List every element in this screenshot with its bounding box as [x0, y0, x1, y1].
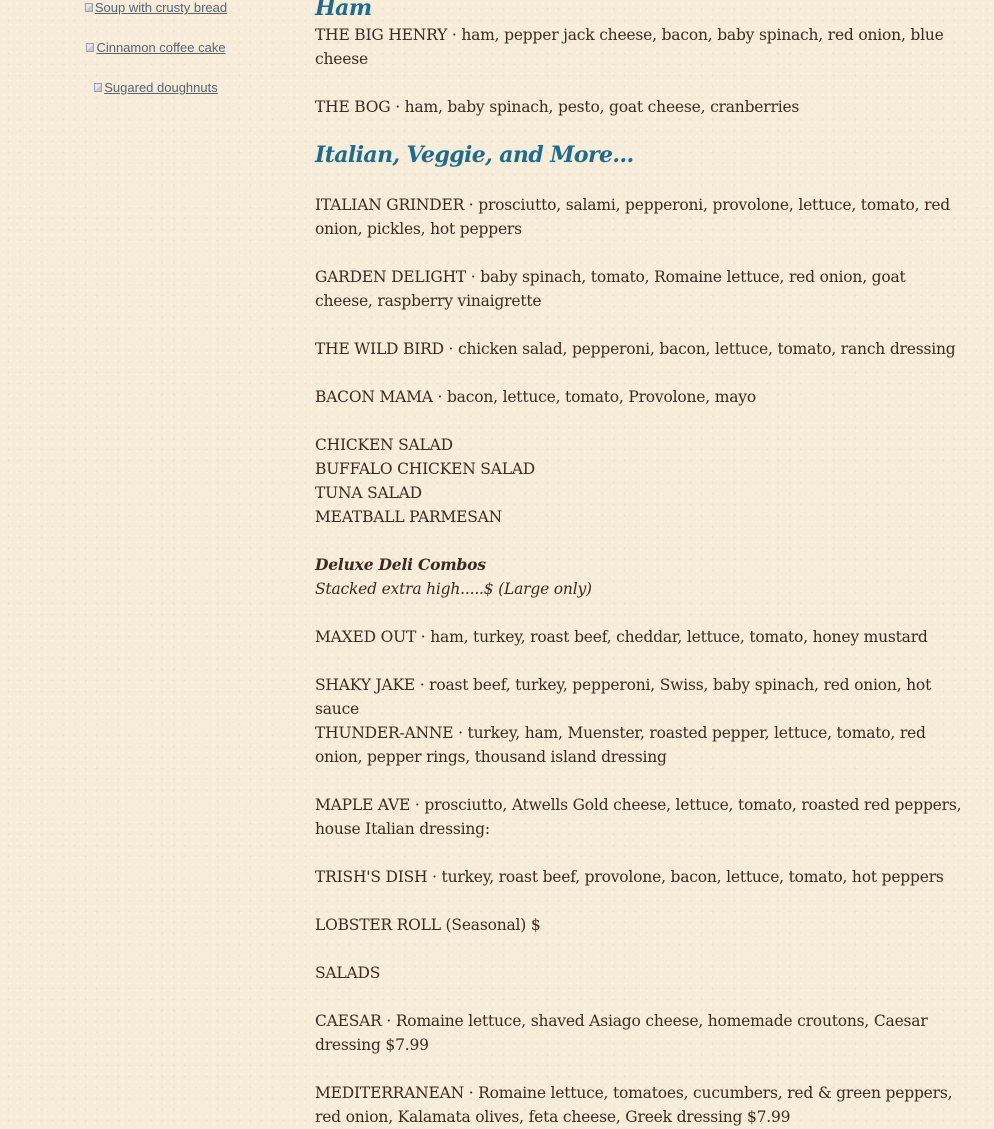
menu-item-mediterranean	[315, 1081, 965, 1129]
coffee-cake-image-alt[interactable]: Cinnamon coffee cake	[86, 40, 225, 56]
menu-item-name: MAXED OUT	[315, 628, 417, 646]
menu-item-desc: · turkey, roast beef, provolone, bacon, lettuce, tomato, hot peppers	[427, 868, 944, 886]
salads-heading: SALADS	[315, 964, 381, 982]
menu-item-tuna-salad: TUNA SALAD	[315, 484, 422, 502]
menu-item-name: MEDITERRANEAN	[315, 1084, 464, 1102]
menu-item-name: GARDEN DELIGHT	[315, 268, 467, 286]
menu-item-desc: · baby spinach, tomato, Romaine lettuce, red onion, goat cheese, raspberry vinaigrette	[315, 268, 906, 310]
doughnuts-image-alt[interactable]: Sugared doughnuts	[94, 80, 217, 96]
menu-item-name: THE WILD BIRD	[315, 340, 444, 358]
menu-item-desc: · ham, turkey, roast beef, cheddar, lettuce, tomato, honey mustard	[416, 628, 928, 646]
menu-item-bacon-mama	[315, 385, 965, 409]
menu-item-name: ITALIAN GRINDER	[315, 196, 465, 214]
menu-item-buffalo-chicken-salad: BUFFALO CHICKEN SALAD	[315, 460, 536, 478]
menu-item-name: THE BIG HENRY	[315, 26, 448, 44]
coffee-cake-image-link[interactable]	[0, 40, 312, 56]
menu-item-name: THUNDER-ANNE	[315, 724, 454, 742]
menu-item-caesar	[315, 1009, 965, 1057]
menu-item-garden-delight	[315, 265, 965, 313]
menu-item-desc: · roast beef, turkey, pepperoni, Swiss, baby spinach, red onion, hot sauce	[315, 676, 932, 718]
menu-item-chicken-salad: CHICKEN SALAD	[315, 436, 453, 454]
soup-image-link[interactable]	[0, 0, 312, 16]
menu-item-name: CAESAR	[315, 1012, 382, 1030]
menu-item-desc: · Romaine lettuce, shaved Asiago cheese, homemade croutons, Caesar dressing $7.99	[315, 1012, 928, 1054]
menu-item-desc: · ham, baby spinach, pesto, goat cheese, cranberries	[390, 98, 800, 116]
menu-item-name: MAPLE AVE	[315, 796, 411, 814]
deluxe-combos-note: Stacked extra high.....$ (Large only)	[315, 580, 592, 598]
menu-item-name: THE BOG	[315, 98, 391, 116]
deluxe-combos-heading: Deluxe Deli Combos	[315, 555, 486, 574]
menu-item-shaky-jake	[315, 673, 965, 721]
menu-item-maple-ave	[315, 793, 965, 841]
menu-item-desc: · prosciutto, Atwells Gold cheese, lettuce, tomato, roasted red peppers, house Italian dressing:	[315, 796, 962, 838]
menu-item-meatball-parmesan: MEATBALL PARMESAN	[315, 508, 502, 526]
menu-item-desc: · chicken salad, pepperoni, bacon, lettuce, tomato, ranch dressing	[443, 340, 956, 358]
menu-item-maxed-out	[315, 625, 965, 649]
menu-item-bog	[315, 95, 965, 119]
menu-item-thunder-anne	[315, 721, 965, 769]
doughnuts-image-link[interactable]	[0, 80, 312, 96]
menu-item-name: SHAKY JAKE	[315, 676, 415, 694]
menu-item-wild-bird	[315, 337, 965, 361]
menu-item-desc: · ham, pepper jack cheese, bacon, baby spinach, red onion, blue cheese	[315, 26, 944, 68]
soup-image-alt[interactable]: Soup with crusty bread	[85, 0, 227, 16]
italian-veggie-heading: Italian, Veggie, and More...	[315, 142, 634, 168]
menu-item-desc: · turkey, ham, Muenster, roasted pepper, lettuce, tomato, red onion, pepper rings, thousand island dressing	[315, 724, 926, 766]
menu-item-italian-grinder	[315, 193, 965, 241]
menu-item-desc: · Romaine lettuce, tomatoes, cucumbers, red & green peppers, red onion, Kalamata olives, feta cheese, Greek dressing $7.99	[315, 1084, 953, 1126]
menu-item-desc: · prosciutto, salami, pepperoni, provolone, lettuce, tomato, red onion, pickles, hot peppers	[315, 196, 951, 238]
menu-item-name: TRISH'S DISH	[315, 868, 428, 886]
menu-item-name: BACON MAMA	[315, 388, 433, 406]
menu-item-lobster-roll: LOBSTER ROLL (Seasonal) $	[315, 916, 541, 934]
menu-item-big-henry	[315, 23, 965, 71]
menu-item-desc: · bacon, lettuce, tomato, Provolone, mayo	[432, 388, 756, 406]
menu-item-trishs-dish	[315, 865, 965, 889]
ham-heading: Ham	[315, 0, 372, 21]
